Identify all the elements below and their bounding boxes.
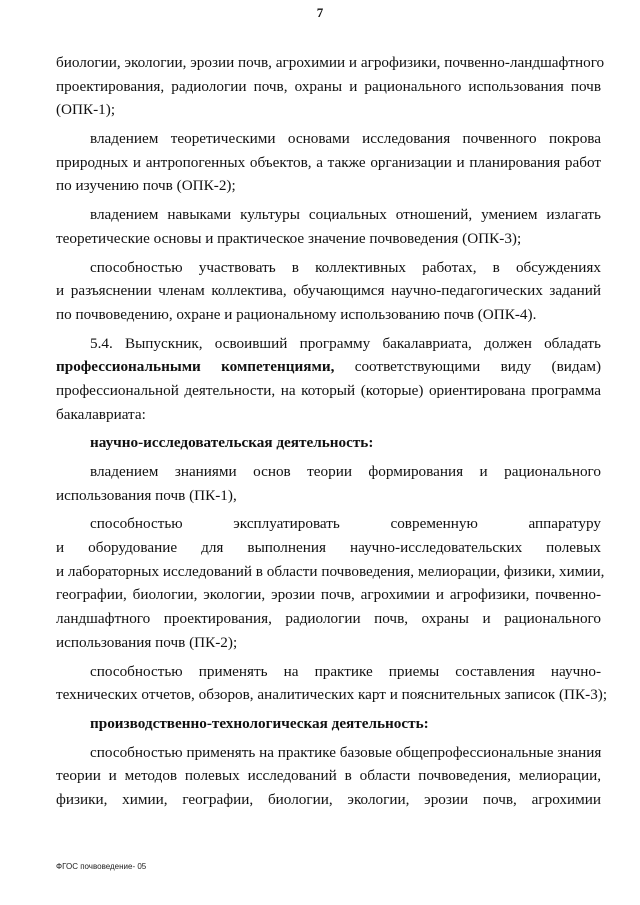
text-line: технических отчетов, обзоров, аналитических карт и пояснительных записок (ПК-3); bbox=[56, 686, 608, 704]
text-line: соответствующими виду (видам) bbox=[354, 358, 602, 376]
text-line: по изучению почв (ОПК-2); bbox=[56, 177, 236, 195]
text-line: бакалавриата: bbox=[56, 405, 146, 423]
section-heading: производственно-технологическая деятельность: bbox=[90, 714, 429, 732]
text-line: биологии, экологии, эрозии почв, агрохимии и агрофизики, почвенно-ландшафтного bbox=[56, 54, 605, 71]
text-line: географии, биологии, экологии, эрозии почв, агрохимии и агрофизики, почвенно- bbox=[56, 586, 601, 604]
text-line: владением теоретическими основами исследования почвенного покрова bbox=[90, 130, 601, 148]
text-line: использования почв (ПК-2); bbox=[56, 633, 238, 651]
text-line: по почвоведению, охране и рациональному использованию почв (ОПК-4). bbox=[56, 305, 537, 323]
bold-term: профессиональными компетенциями, bbox=[56, 358, 335, 376]
text-line: способностью применять на практике приемы составления научно- bbox=[90, 662, 601, 680]
section-heading: научно-исследовательская деятельность: bbox=[90, 434, 374, 452]
text-line: и лабораторных исследований в области почвоведения, мелиорации, физики, химии, bbox=[56, 562, 605, 580]
page-number: 7 bbox=[316, 5, 324, 20]
text-line: ландшафтного проектирования, радиологии почв, охраны и рационального bbox=[56, 610, 601, 628]
text-line: использования почв (ПК-1), bbox=[56, 486, 237, 504]
text-line: способностью применять на практике базовые общепрофессиональные знания bbox=[90, 743, 602, 761]
text-line: и оборудование для выполнения научно-исследовательских полевых bbox=[56, 539, 601, 557]
text-line: проектирования, радиологии почв, охраны и рационального использования почв bbox=[56, 77, 601, 95]
text-line: природных и антропогенных объектов, а также организации и планирования работ bbox=[56, 153, 601, 171]
text-line: способностью участвовать в коллективных работах, в обсуждениях bbox=[90, 258, 601, 276]
text-line: теории и методов полевых исследований в области почвоведения, мелиорации, bbox=[56, 767, 601, 785]
text-line: способностью эксплуатировать современную аппаратуру bbox=[90, 515, 601, 533]
text-line: владением навыками культуры социальных отношений, умением излагать bbox=[90, 206, 601, 224]
text-line: физики, химии, географии, биологии, экологии, эрозии почв, агрохимии bbox=[56, 790, 601, 808]
text-line: владением знаниями основ теории формирования и рационального bbox=[90, 463, 601, 480]
footer-label: ФГОС почвоведение- 05 bbox=[56, 862, 147, 871]
text-line: (ОПК-1); bbox=[56, 101, 116, 119]
text-line: 5.4. Выпускник, освоивший программу бакалавриата, должен обладать bbox=[90, 334, 601, 352]
text-line: и разъяснении членам коллектива, обучающимся научно-педагогических заданий bbox=[56, 282, 601, 300]
text-line: теоретические основы и практическое значение почвоведения (ОПК-3); bbox=[56, 229, 522, 247]
text-line-mixed bbox=[56, 355, 601, 379]
document-body bbox=[56, 51, 608, 812]
text-line: профессиональной деятельности, на который (которые) ориентирована программа bbox=[56, 381, 601, 399]
